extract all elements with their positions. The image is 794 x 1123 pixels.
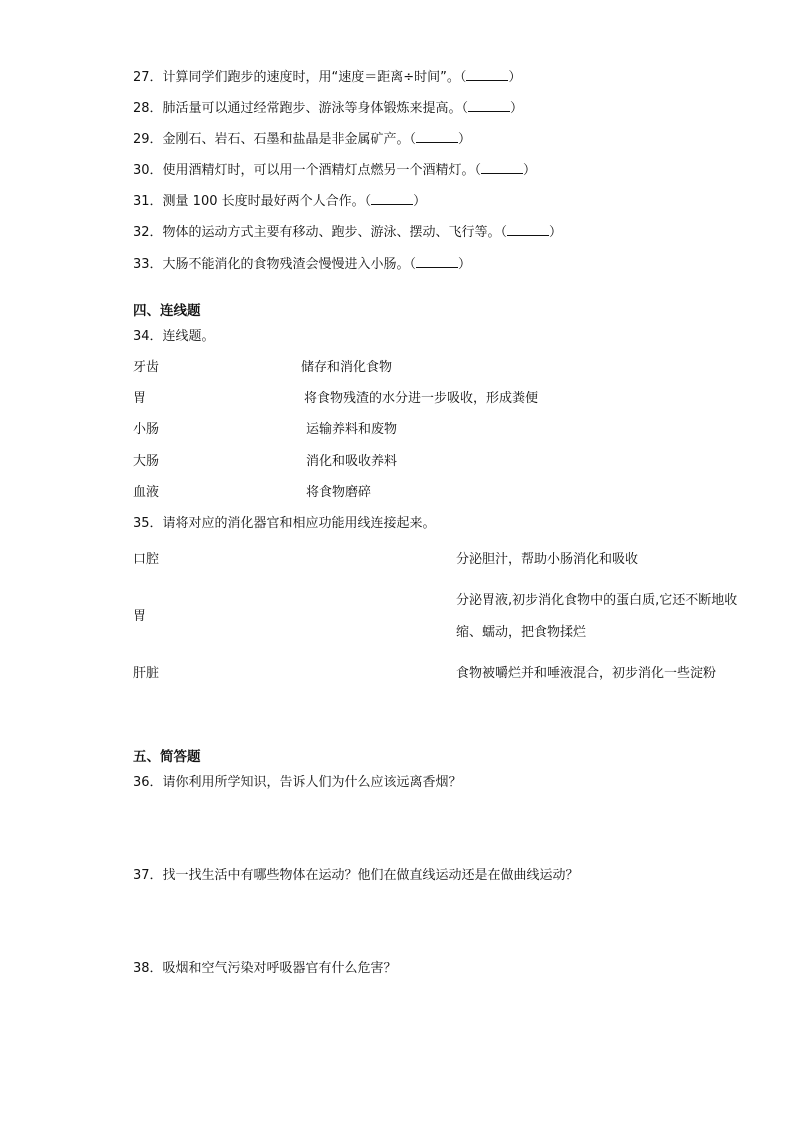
section-heading: 四、连线题 [133,303,201,319]
match-left-item: 血液 [133,485,160,500]
match-right-item: 储存和消化食物 [301,360,393,375]
question-32 [133,222,562,242]
match-right-item: 分泌胃液,初步消化食物中的蛋白质,它还不断地收 [456,593,738,608]
match-left-item: 肝脏 [133,666,160,681]
match-right-item: 分泌胆汁，帮助小肠消化和吸收 [456,552,639,567]
match-left-item: 小肠 [133,422,160,437]
question-close: ） [413,194,427,209]
question-38: 38．吸烟和空气污染对呼吸器官有什么危害？ [133,961,397,976]
answer-blank[interactable] [507,222,549,236]
question-31 [133,191,426,211]
match-left-item: 口腔 [133,552,160,567]
match-right-item: 运输养料和废物 [306,422,398,437]
question-text: 30．使用酒精灯时，可以用一个酒精灯点燃另一个酒精灯。（ [133,163,482,178]
answer-blank[interactable] [468,98,510,112]
match-right-item-continued: 缩、蠕动，把食物揉烂 [456,625,587,640]
question-28 [133,98,523,118]
match-left-item: 胃 [133,609,147,624]
question-close: ） [458,257,472,272]
question-text: 32．物体的运动方式主要有移动、跑步、游泳、摆动、飞行等。（ [133,225,508,240]
question-close: ） [458,132,472,147]
question-text: 28．肺活量可以通过经常跑步、游泳等身体锻炼来提高。（ [133,101,469,116]
question-34-prompt: 34．连线题。 [133,329,215,344]
answer-blank[interactable] [371,191,413,205]
match-left-item: 牙齿 [133,360,160,375]
match-left-item: 大肠 [133,454,160,469]
question-27 [133,67,521,87]
answer-blank[interactable] [416,129,458,143]
question-30 [133,160,536,180]
question-33 [133,254,471,274]
question-text: 27．计算同学们跑步的速度时，用“速度＝距离÷时间”。（ [133,70,467,85]
question-close: ） [508,70,522,85]
question-text: 29．金刚石、岩石、石墨和盐晶是非金属矿产。（ [133,132,417,147]
answer-blank[interactable] [481,160,523,174]
match-right-item: 消化和吸收养料 [306,454,398,469]
question-close: ） [549,225,563,240]
question-29 [133,129,471,149]
match-right-item: 食物被嚼烂并和唾液混合，初步消化一些淀粉 [456,666,717,681]
question-text: 33．大肠不能消化的食物残渣会慢慢进入小肠。（ [133,257,417,272]
answer-blank[interactable] [416,254,458,268]
question-37: 37．找一找生活中有哪些物体在运动？他们在做直线运动还是在做曲线运动？ [133,868,579,883]
section-heading: 五、简答题 [133,749,201,765]
match-right-item: 将食物磨碎 [306,485,372,500]
question-close: ） [523,163,537,178]
question-36: 36．请你利用所学知识，告诉人们为什么应该远离香烟？ [133,775,462,790]
question-text: 31．测量 100 长度时最好两个人合作。（ [133,194,372,209]
answer-blank[interactable] [466,67,508,81]
match-right-item: 将食物残渣的水分进一步吸收，形成粪便 [304,391,539,406]
question-35-prompt: 35．请将对应的消化器官和相应功能用线连接起来。 [133,516,436,531]
question-close: ） [510,101,524,116]
match-left-item: 胃 [133,391,147,406]
